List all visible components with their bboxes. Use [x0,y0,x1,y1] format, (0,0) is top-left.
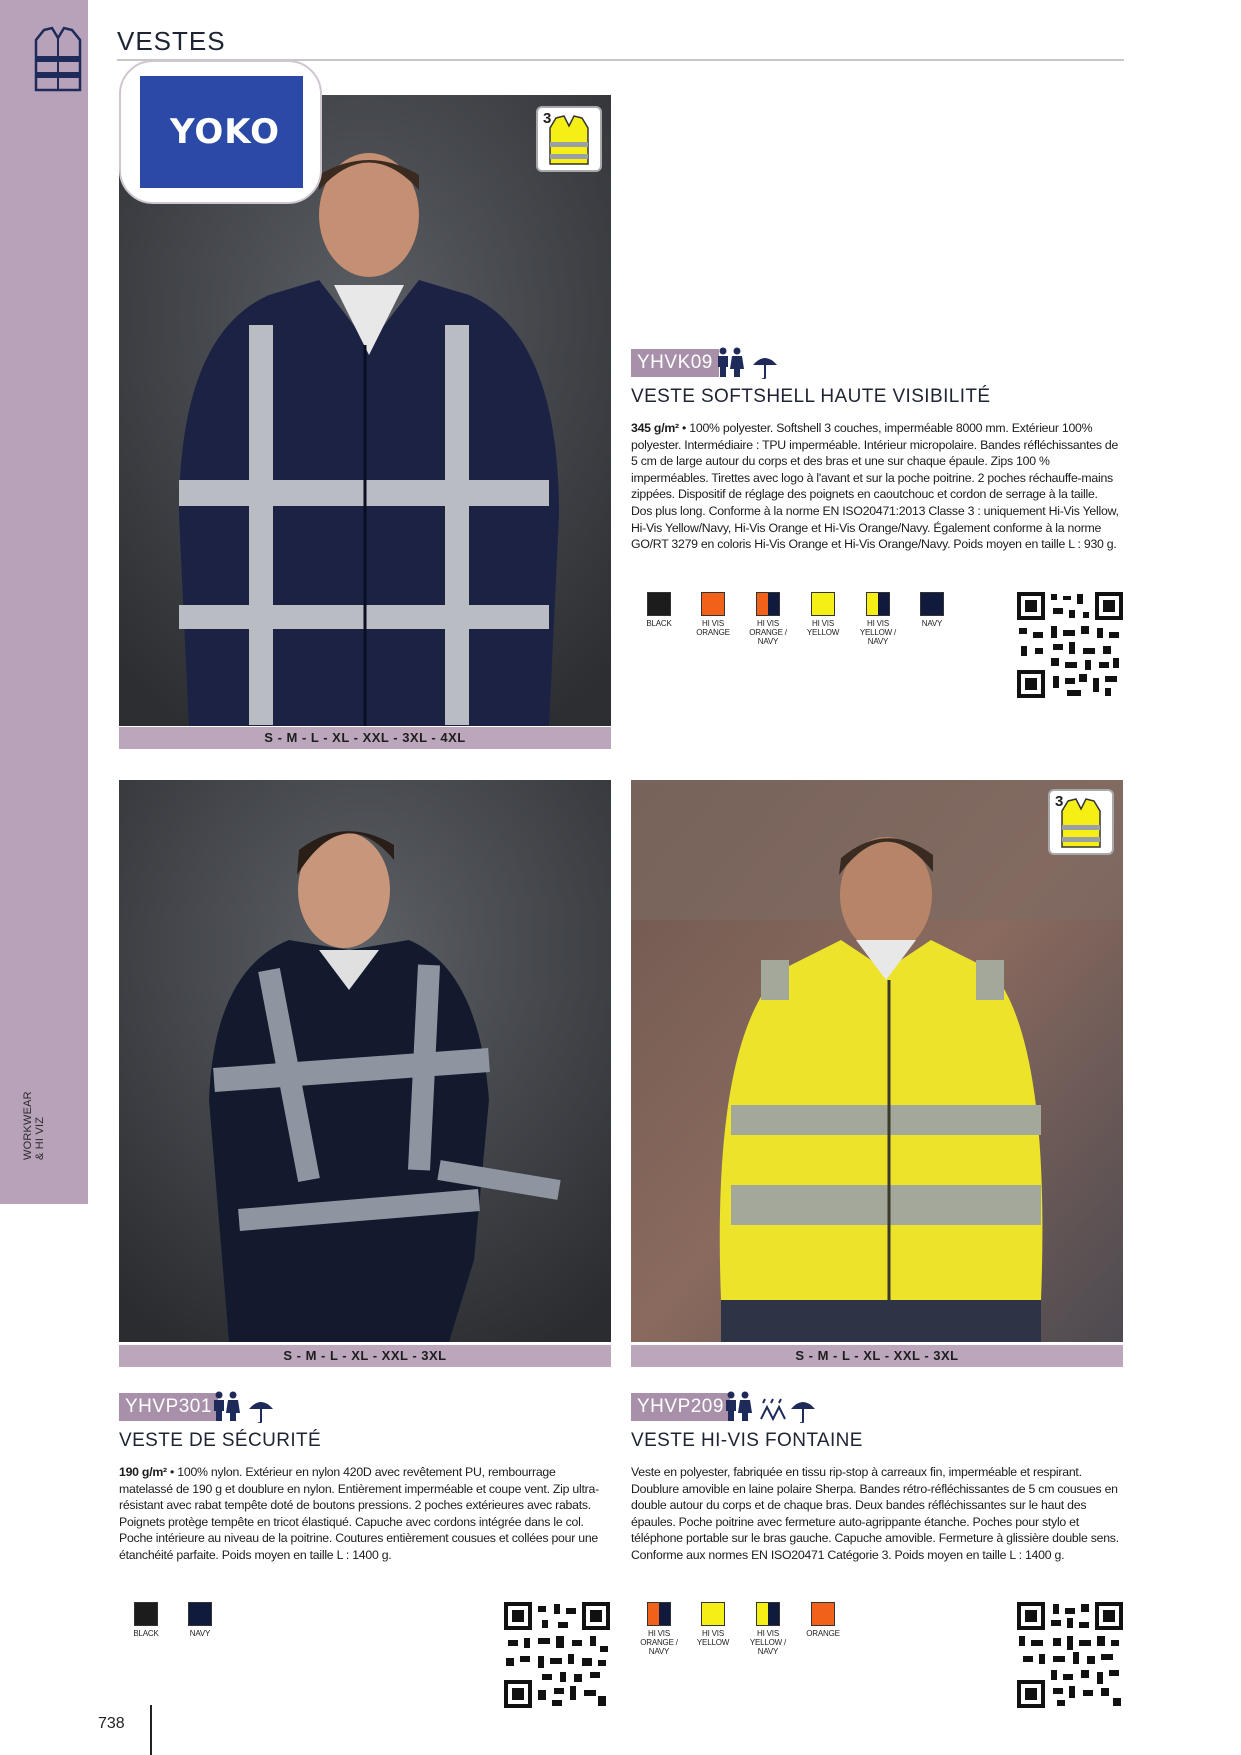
hi-vis-class-badge [536,106,602,172]
feature-icons [723,1391,823,1423]
product-description [631,420,1121,553]
product-code: YHVP209 [631,1393,730,1421]
category-line-1: WORKWEAR [22,1091,34,1160]
size-range-yhvp209: S - M - L - XL - XXL - 3XL [631,1345,1123,1367]
color-label: HI VIS ORANGE [696,619,730,637]
rain-icon [791,1402,815,1423]
product-title: VESTE DE SÉCURITÉ [119,1430,322,1451]
color-swatch[interactable] [691,1602,735,1647]
vest-icon [34,26,82,94]
class-number: 3 [543,110,552,127]
breathable-icon [761,1399,785,1419]
color-label: BLACK [133,1629,159,1638]
color-swatch[interactable] [691,592,735,637]
qr-code-icon[interactable] [1017,592,1123,698]
color-label: HI VIS YELLOW / NAVY [859,619,897,646]
qr-code-icon[interactable] [504,1602,610,1708]
brand-logo-text: YOKO [170,112,281,152]
product-description-text: • 100% nylon. Extérieur en nylon 420D avec revêtement PU, rembourrage matelassé de 190 g et doublure en nylon. Entièrement imperméable et coupe vent. Zip ultra-résistant avec rabat tempête doté de boutons pressions. 2 poches extérieures avec rabats. Poignets protège tempête en tricot élastiqué. Capuche avec cordons intégrée dans le col. Poche intérieure au niveau de la poitrine. Coutures entièrement cousues et collées pour une étanchéité parfaite. Poids moyen en taille L : 1400 g. [119,1465,599,1562]
product-code-row [119,1393,419,1425]
product-title: VESTE SOFTSHELL HAUTE VISIBILITÉ [631,386,991,407]
color-swatch[interactable] [910,592,954,628]
color-label: HI VIS YELLOW / NAVY [749,1629,787,1656]
product-description [631,1464,1121,1564]
rain-icon [753,358,777,379]
hi-vis-class-badge [1048,789,1114,855]
color-label: NAVY [189,1629,211,1638]
color-swatch[interactable] [801,592,845,637]
product-description-text: • 100% polyester. Softshell 3 couches, imperméable 8000 mm. Extérieur 100% polyester. Intermédiaire : TPU imperméable. Intérieur micropolaire. Bandes réfléchissantes de 5 cm de large autour du corps et des bras et une sur chaque épaule. Zips 100 % imperméables. Tirettes avec logo à l'avant et sur la poche poitrine. 2 poches réchauffe-mains zippées. Dispositif de réglage des poignets en caoutchouc et cordon de serrage à la taille. Dos plus long. Conforme à la norme EN ISO20471:2013 Classe 3 : uniquement Hi-Vis Yellow, Hi-Vis Yellow/Navy, Hi-Vis Orange et Hi-Vis Orange/Navy. Également conforme à la norme GO/RT 3279 en coloris Hi-Vis Orange et Hi-Vis Orange/Navy. Poids moyen en taille L : 930 g. [631,421,1119,552]
color-swatch[interactable] [178,1602,222,1638]
brand-logo-badge [119,60,322,204]
product-weight: 190 g/m² [119,1465,167,1479]
color-label: BLACK [646,619,672,628]
color-swatch[interactable] [124,1602,168,1638]
category-line-2: & HI VIZ [34,1116,46,1160]
color-swatch[interactable] [637,1602,681,1656]
product-code: YHVK09 [631,349,719,377]
color-swatch[interactable] [746,1602,790,1656]
product-photo-yhvp301 [119,780,611,1342]
product-description-text: Veste en polyester, fabriquée en tissu rip-stop à carreaux fin, imperméable et respirant. Doublure amovible en laine polaire Sherpa. Bandes rétro-réfléchissantes de 5 cm cousues en double autour du corps et de chaque bras. Deux bandes réfléchissantes sur le haut des épaules. Poche poitrine avec fermeture auto-agrippante étanche. Poches pour stylo et téléphone portable sur le bras gauche. Capuche amovible. Fermeture à glissière double sens. Conforme aux normes EN ISO20471 Catégorie 3. Poids moyen en taille L : 1400 g. [631,1465,1119,1562]
color-label: HI VIS YELLOW [806,619,840,637]
page-title: VESTES [117,26,226,56]
class-number: 3 [1055,793,1064,810]
footer-divider [150,1705,152,1755]
product-title: VESTE HI-VIS FONTAINE [631,1430,863,1451]
feature-icons [715,347,785,379]
page-number: 738 [98,1715,125,1732]
color-label: ORANGE [806,1629,840,1638]
product-weight: 345 g/m² [631,421,679,435]
category-label [22,1080,46,1160]
qr-code-icon[interactable] [1017,1602,1123,1708]
product-description [119,1464,611,1564]
yoko-logo [140,76,303,188]
unisex-icon [726,1392,752,1422]
color-swatch[interactable] [856,592,900,646]
category-sidebar [0,0,88,1204]
product-code-row [631,349,931,381]
size-range-yhvp301: S - M - L - XL - XXL - 3XL [119,1345,611,1367]
color-swatch[interactable] [637,592,681,628]
size-range-yhvk09: S - M - L - XL - XXL - 3XL - 4XL [119,727,611,749]
unisex-icon [718,348,744,378]
color-label: HI VIS ORANGE / NAVY [640,1629,678,1656]
color-swatch[interactable] [746,592,790,646]
unisex-icon [214,1392,240,1422]
product-code: YHVP301 [119,1393,218,1421]
color-swatch[interactable] [801,1602,845,1638]
rain-icon [249,1402,273,1423]
feature-icons [211,1391,281,1423]
color-label: HI VIS ORANGE / NAVY [749,619,787,646]
product-code-row [631,1393,931,1425]
product-photo-yhvp209 [631,780,1123,1342]
color-label: NAVY [921,619,943,628]
color-label: HI VIS YELLOW [696,1629,730,1647]
